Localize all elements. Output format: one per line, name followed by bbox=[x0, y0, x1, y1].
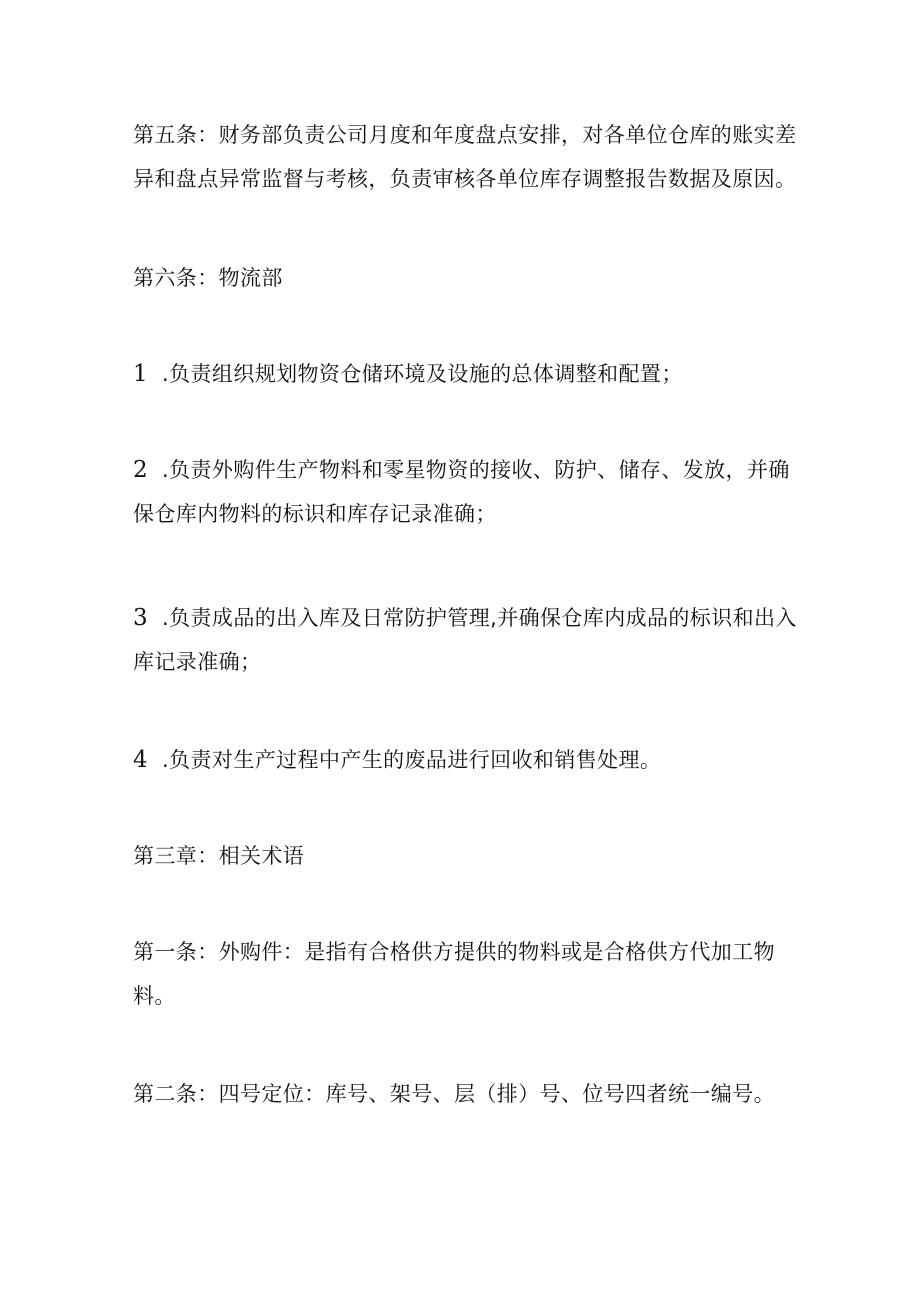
list-item-text: .负责对生产过程中产生的废品进行回收和销售处理。 bbox=[162, 748, 662, 772]
article-5-paragraph bbox=[133, 113, 803, 201]
list-item-text: .负责组织规划物资仓储环境及设施的总体调整和配置； bbox=[162, 362, 683, 386]
list-item-number: 2 bbox=[133, 457, 149, 483]
chapter-3-heading bbox=[133, 834, 803, 878]
list-item-text: .负责成品的出入库及日常防护管理,并确保仓库内成品的标识和出入库记录准确； bbox=[133, 606, 797, 674]
article-6-text: 第六条：物流部 bbox=[133, 266, 283, 290]
list-item-number: 4 bbox=[133, 747, 149, 773]
list-item-4 bbox=[133, 738, 803, 782]
term-1-paragraph bbox=[133, 930, 803, 1018]
term-2-text: 第二条：四号定位：库号、架号、层（排）号、位号四者统一编号。 bbox=[133, 1082, 775, 1106]
list-item-3 bbox=[133, 596, 803, 684]
list-item-2 bbox=[133, 448, 803, 536]
term-1-text: 第一条：外购件：是指有合格供方提供的物料或是合格供方代加工物料。 bbox=[133, 940, 775, 1008]
list-item-1 bbox=[133, 352, 803, 396]
list-item-number: 3 bbox=[133, 605, 149, 631]
chapter-3-text: 第三章：相关术语 bbox=[133, 844, 305, 868]
article-5-text: 第五条：财务部负责公司月度和年度盘点安排，对各单位仓库的账实差异和盘点异常监督与考核，负责审核各单位库存调整报告数据及原因。 bbox=[133, 123, 797, 191]
term-2-paragraph bbox=[133, 1072, 803, 1116]
list-item-number: 1 bbox=[133, 361, 149, 387]
article-6-heading bbox=[133, 256, 803, 300]
list-item-text: .负责外购件生产物料和零星物资的接收、防护、储存、发放，并确保仓库内物料的标识和库存记录准确； bbox=[133, 458, 790, 526]
